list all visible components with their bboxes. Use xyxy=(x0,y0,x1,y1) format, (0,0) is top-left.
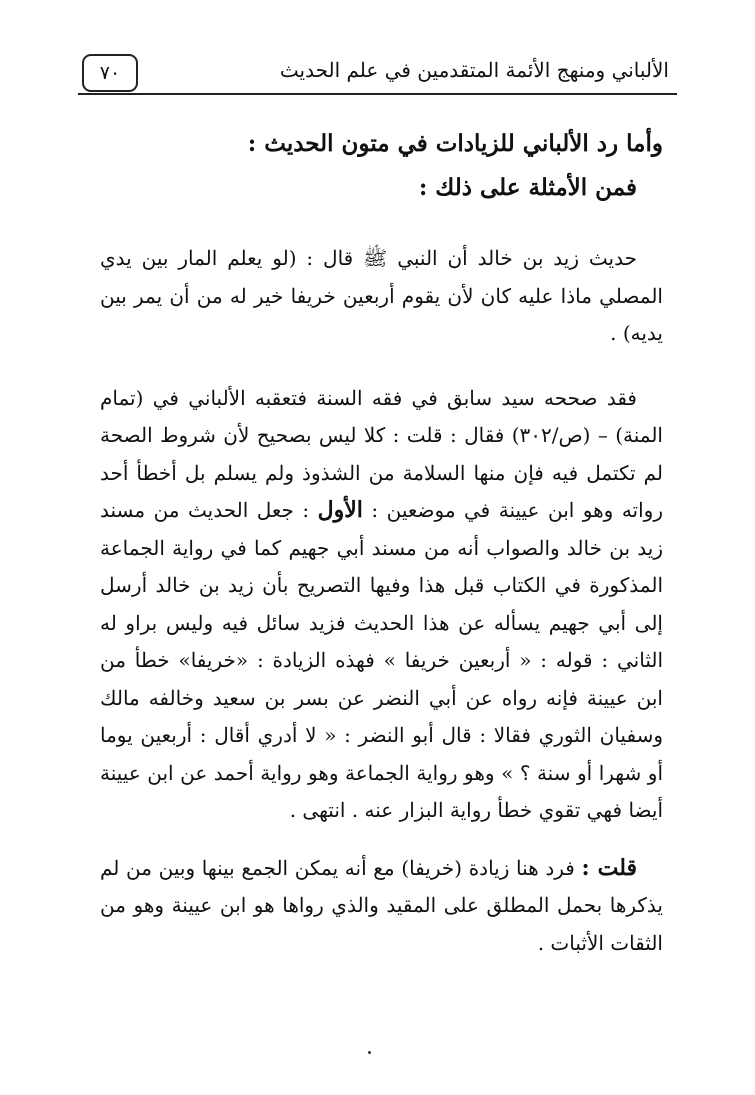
running-title: الألباني ومنهج الأئمة المتقدمين في علم الحديث xyxy=(279,58,669,82)
page-header xyxy=(78,52,677,98)
paragraph-gap xyxy=(100,353,663,380)
author-comment-paragraph xyxy=(100,850,663,963)
hadith-paragraph: حديث زيد بن خالد أن النبي ﷺ قال : (لو يعلم المار بين يدي المصلي ماذا عليه كان لأن يقوم أربعين خريفا خير له من أن يمر بين يديه) . xyxy=(100,246,663,345)
author-comment-label: قلت : xyxy=(581,854,637,881)
paragraph-gap xyxy=(100,830,663,850)
first-point-label: الأول xyxy=(317,497,363,523)
examples-heading: فمن الأمثلة على ذلك : xyxy=(418,174,637,201)
critique-text-a: فقد صححه سيد سابق في فقه السنة فتعقبه الألباني في (تمام المنة) – (ص/٣٠٢) فقال : قلت : كلا ليس بصحيح لأن شروط الصحة لم تكتمل فيه فإن منها السلامة من الشذوذ ولم يسلم بل أخطأ أحد رواته وهو ابن عيينة في موضعين : xyxy=(100,385,663,522)
page-body xyxy=(100,122,663,962)
section-heading: وأما رد الألباني للزيادات في متون الحديث : xyxy=(247,130,663,157)
footer-mark xyxy=(368,1051,371,1054)
header-rule xyxy=(78,93,677,95)
critique-text-b: : جعل الحديث من مسند زيد بن خالد والصواب أنه من مسند أبي جهيم كما في رواية الجماعة المذكورة في الكتاب قبل هذا وفيها التصريح بأن زيد بن خالد أرسل إلى أبي جهيم يسأله عن هذا الحديث فزيد سائل فيه وليس براو له الثاني : قوله : « أربعين خريفا » فهذه الزيادة : «خريفا» خطأ من ابن عيينة فإنه رواه عن أبي النضر عن بسر بن سعيد وخالفه مالك وسفيان الثوري فقالا : قال أبو النضر : « لا أدري أقال : أربعين يوما أو شهرا أو سنة ؟ » وهو رواية الجماعة وهو رواية أحمد عن ابن عيينة أيضا فهي تقوي خطأ رواية البزار عنه . انتهى . xyxy=(100,498,663,822)
albani-critique-paragraph xyxy=(100,380,663,830)
page-number-text: ٧٠ xyxy=(99,62,121,84)
author-comment-text: فرد هنا زيادة (خريفا) مع أنه يمكن الجمع بينها وبين من لم يذكرها بحمل المطلق على المقيد والذي رواها هو ابن عيينة وهو من الثقات الأثبات . xyxy=(100,855,663,955)
page-number xyxy=(82,54,138,92)
